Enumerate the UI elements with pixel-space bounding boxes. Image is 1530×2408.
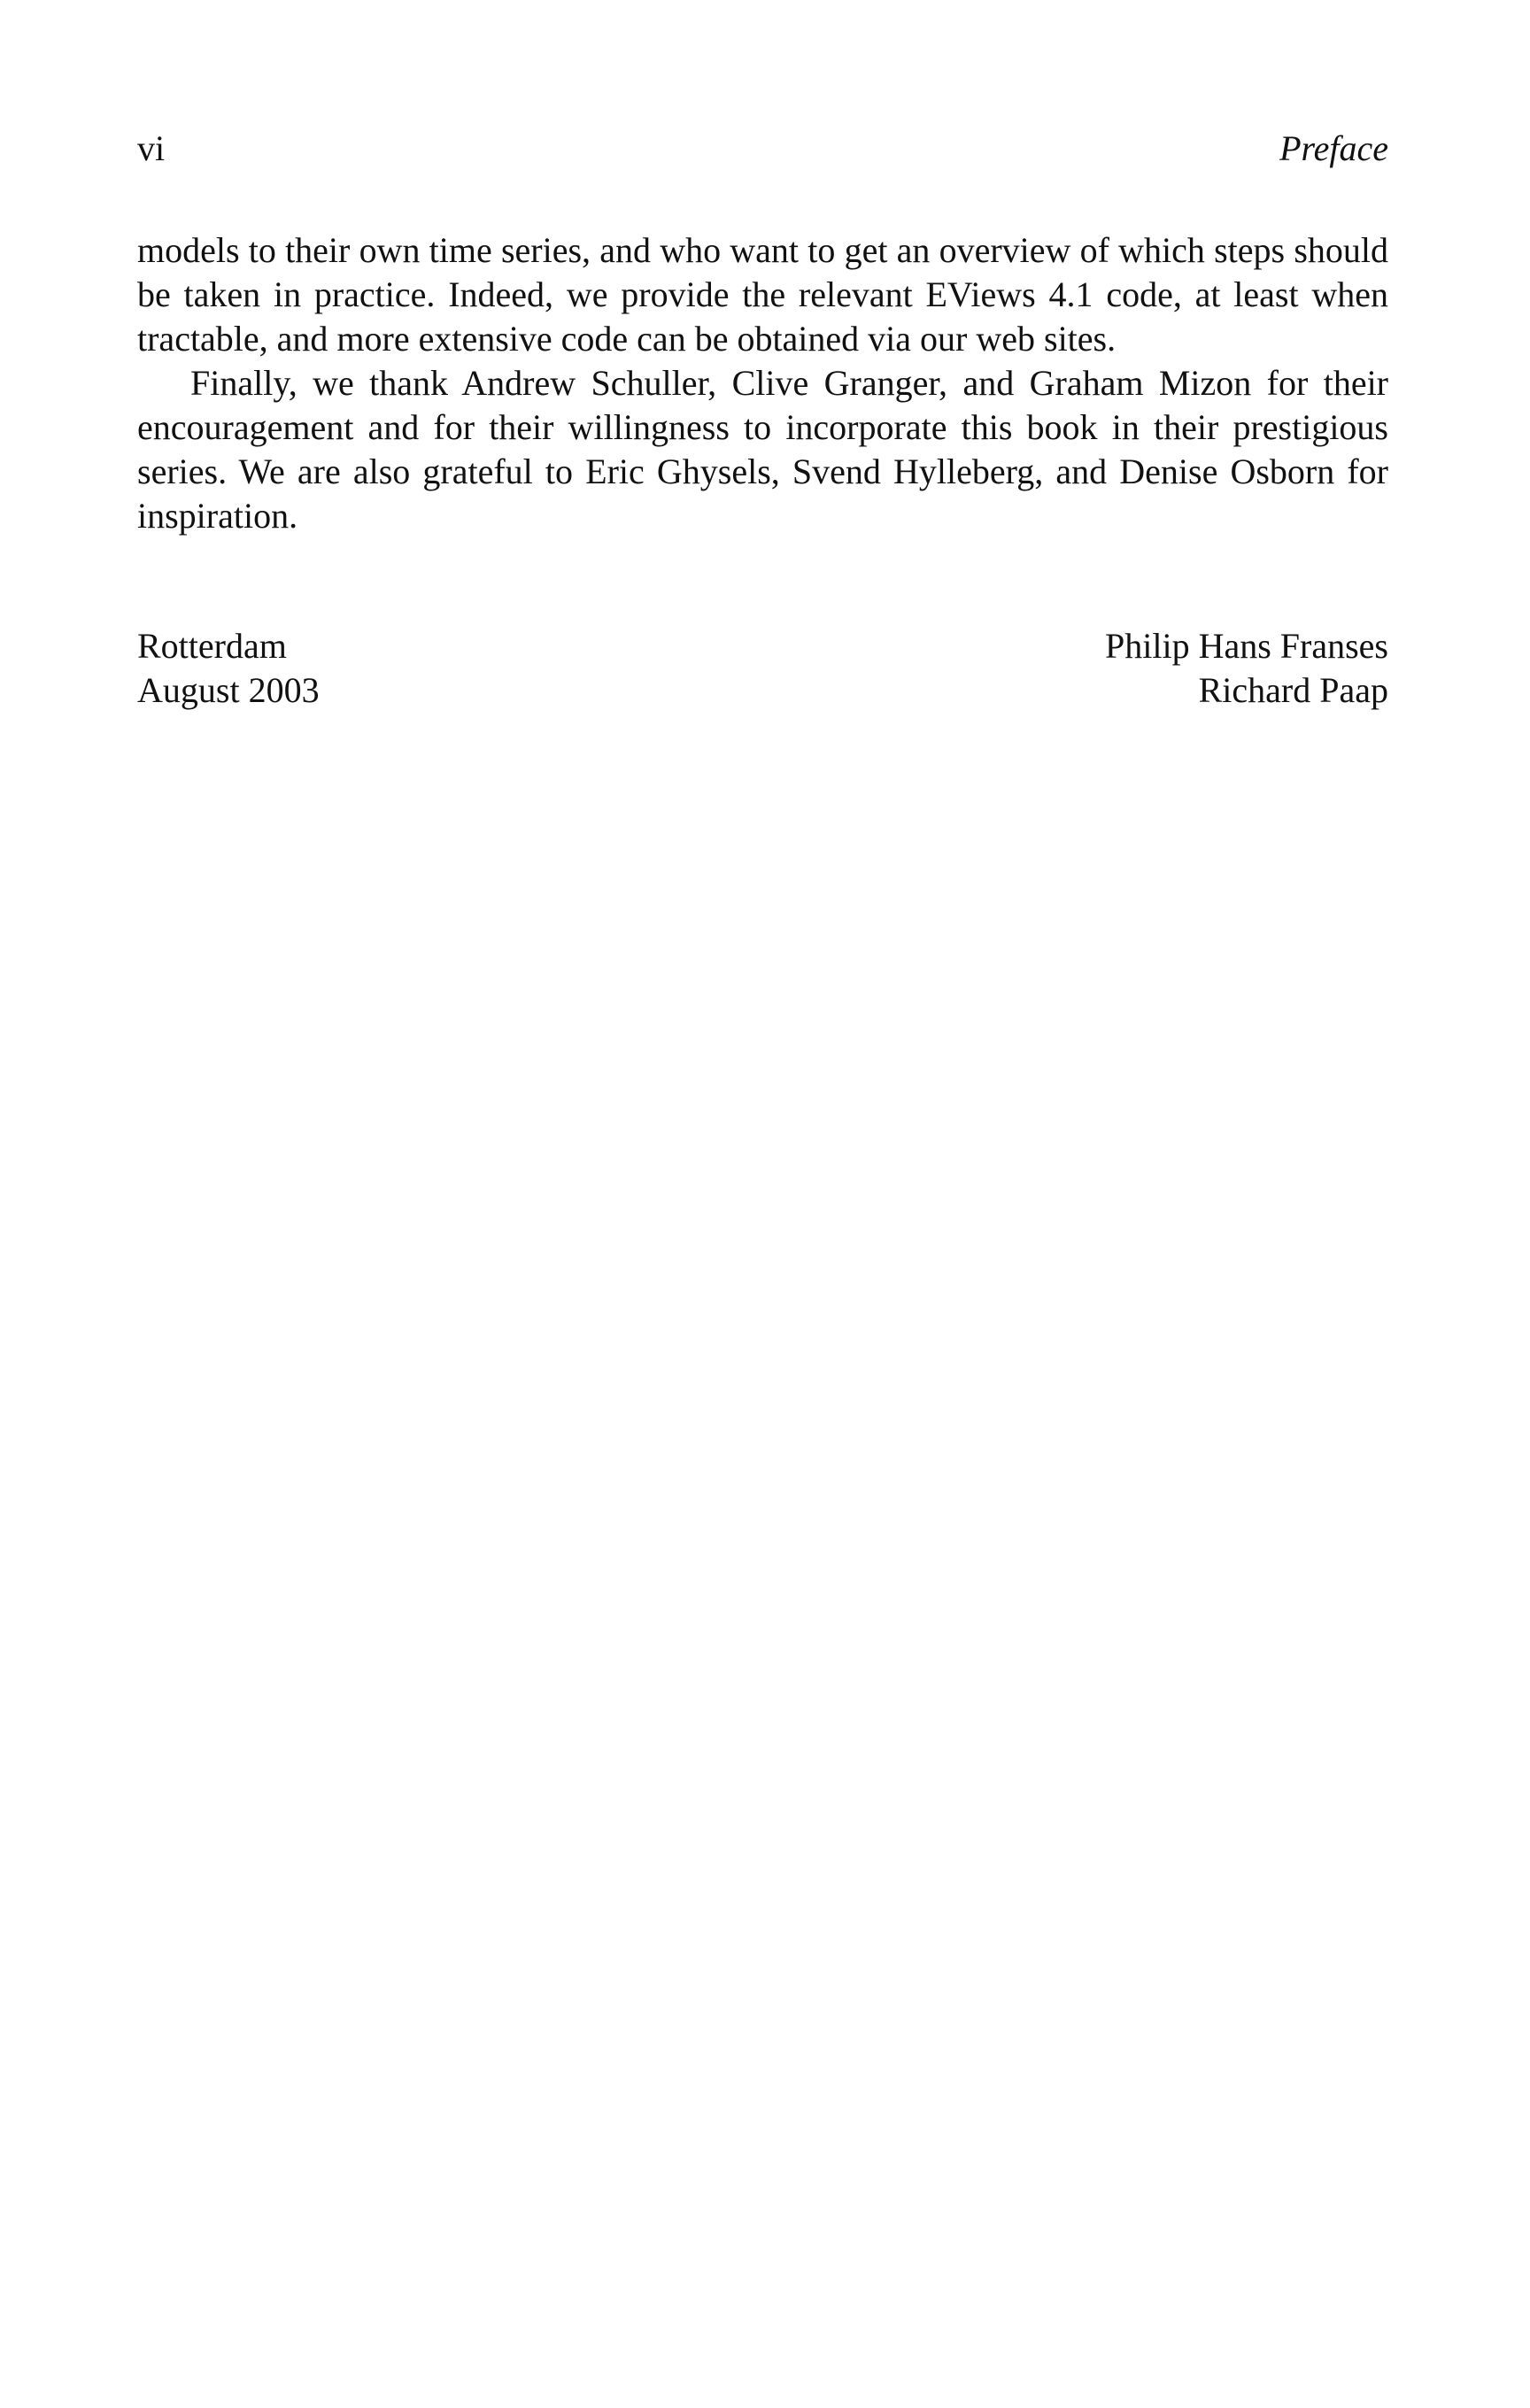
- signature-date: August 2003: [137, 670, 320, 710]
- section-title: Preface: [1279, 128, 1388, 168]
- body-text: [137, 228, 1388, 538]
- paragraph-continuation: models to their own time series, and who want to get an overview of which steps should be taken in practice. Indeed, we provide the relevant EViews 4.1 code, at least when tractable, and more extensive code can be obtained via our web sites.: [137, 230, 1388, 359]
- paragraph-acknowledgements: Finally, we thank Andrew Schuller, Clive Granger, and Graham Mizon for their encouragement and for their willingness to incorporate this book in their prestigious series. We are also grateful to Eric Ghysels, Svend Hylleberg, and Denise Osborn for inspiration.: [137, 363, 1388, 536]
- signature-place: Rotterdam: [137, 626, 287, 666]
- author-names: [1105, 624, 1388, 713]
- place-date: [137, 624, 320, 713]
- page-number: vi: [137, 128, 166, 168]
- author-name: Philip Hans Franses: [1105, 626, 1388, 666]
- author-name: Richard Paap: [1198, 670, 1388, 710]
- document-page: [137, 0, 1388, 2408]
- running-head: [137, 124, 1388, 174]
